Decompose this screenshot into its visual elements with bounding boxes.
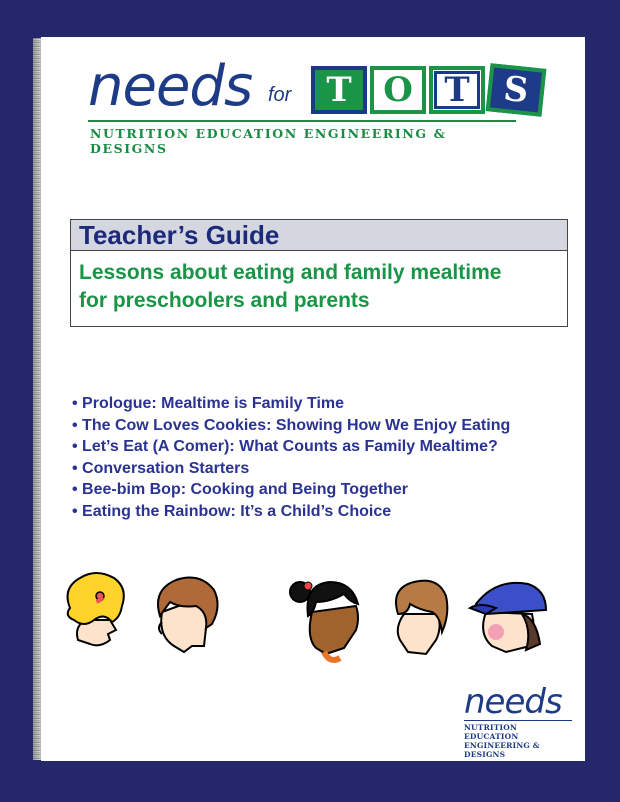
lesson-item: • Bee-bim Bop: Cooking and Being Together	[72, 481, 408, 498]
letter-block-s: S	[486, 63, 547, 117]
footer-needs-logo	[464, 682, 579, 759]
footer-tagline-line2: ENGINEERING & DESIGNS	[464, 741, 540, 759]
guide-title: Teacher’s Guide	[71, 220, 567, 251]
child-face-cap-girl-illustration	[466, 574, 552, 658]
child-face-girl-dark-hair-illustration	[286, 572, 362, 664]
logo-for-text: for	[268, 84, 292, 106]
lesson-item: • Let’s Eat (A Comer): What Counts as Family Mealtime?	[72, 438, 498, 455]
letter-block-o: O	[370, 66, 426, 114]
footer-tagline	[464, 720, 572, 759]
child-face-blonde-girl-illustration	[60, 568, 130, 652]
logo-letter-blocks	[311, 66, 544, 114]
letter-block-t2: T	[429, 66, 485, 114]
guide-subtitle-line1: Lessons about eating and family mealtime	[79, 261, 502, 284]
logo-rule	[88, 120, 516, 122]
lesson-item: • Eating the Rainbow: It’s a Child’s Choice	[72, 502, 392, 520]
footer-brand-text: needs	[464, 682, 562, 722]
lesson-list	[72, 393, 510, 522]
needs-for-tots-logo	[88, 54, 531, 156]
lesson-item: • Conversation Starters	[72, 459, 250, 477]
guide-subtitle-line2: for preschoolers and parents	[79, 289, 370, 312]
child-face-boy-illustration	[148, 572, 224, 656]
teachers-guide-box	[70, 219, 568, 327]
guide-subtitle	[71, 251, 567, 315]
child-face-curly-hair-boy-illustration	[380, 574, 456, 658]
lesson-item: • Prologue: Mealtime is Family Time	[72, 395, 345, 412]
logo-brand-text: needs	[88, 54, 253, 119]
letter-block-t: T	[311, 66, 367, 114]
lesson-item: • The Cow Loves Cookies: Showing How We Enjoy Eating	[72, 416, 511, 434]
logo-tagline: NUTRITION EDUCATION ENGINEERING & DESIGNS	[90, 126, 447, 156]
footer-tagline-line1: NUTRITION EDUCATION	[464, 723, 519, 741]
